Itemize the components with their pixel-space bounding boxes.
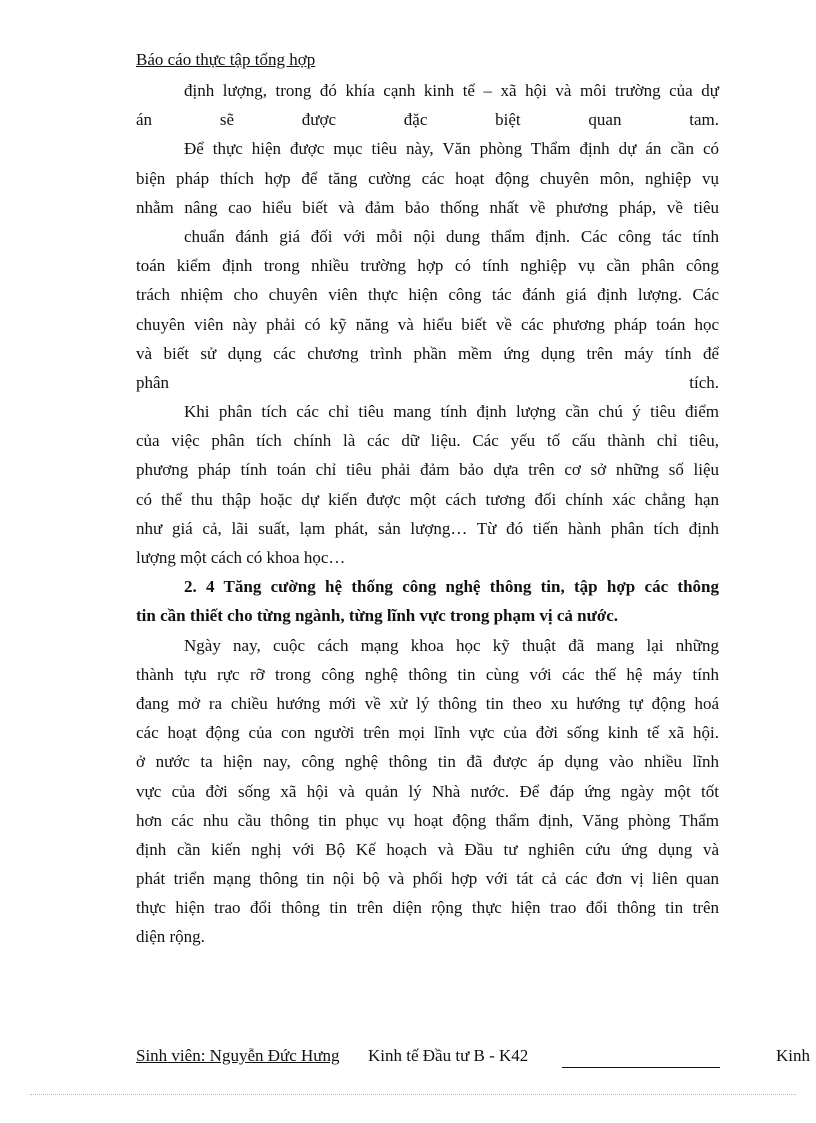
body-text-line: lượng một cách có khoa học… <box>136 548 346 567</box>
body-text-line: toán kiểm định trong nhiều trường hợp có tính nghiệp vụ cần phân công <box>136 256 719 276</box>
body-text-line: có thể thu thập hoặc dự kiến được một cách tương đối chính xác chẳng hạn <box>136 489 719 509</box>
body-text-line: và biết sử dụng các chương trình phần mềm ứng dụng trên máy tính để <box>136 343 719 363</box>
body-text-line: trách nhiệm cho chuyên viên thực hiện công tác đánh giá định lượng. Các <box>136 285 719 305</box>
body-text-line: phân tích. <box>136 372 719 392</box>
page-bottom-divider <box>30 1094 796 1095</box>
section-heading-line: tin cần thiết cho từng ngành, từng lĩnh vực trong phạm vị cả nước. <box>136 606 619 626</box>
body-text-line: chuyên viên này phải có kỹ năng và hiểu biết về các phương pháp toán học <box>136 314 719 334</box>
body-text-line: hơn các nhu cầu thông tin phục vụ hoạt động thẩm định, Văng phòng Thẩm <box>136 810 719 830</box>
body-text-line: như giá cả, lãi suất, lạm phát, sản lượng… Từ đó tiến hành phân tích định <box>136 518 719 538</box>
body-text-line: các hoạt động của con người trên mọi lĩnh vực của đời sống kinh tế xã hội. <box>136 723 719 743</box>
footer-class: Kinh tế Đầu tư B - K42 <box>368 1046 529 1065</box>
document-body <box>136 76 719 952</box>
body-text-line: diện rộng. <box>136 927 205 947</box>
body-text-line: định cần kiến nghị với Bộ Kế hoạch và Đầu tư nghiên cứu ứng dụng và <box>136 839 719 859</box>
body-text-line: vực của đời sống xã hội và quản lý Nhà nước. Để đáp ứng ngày một tốt <box>136 781 719 801</box>
body-text-line: nhằm nâng cao hiểu biết và đảm bảo thống nhất về phương pháp, về tiêu <box>136 197 719 217</box>
page-header-title: Báo cáo thực tập tổng hợp <box>136 50 316 69</box>
section-heading-line: 2. 4 Tăng cường hệ thống công nghệ thông tin, tập hợp các thông <box>184 577 719 597</box>
footer-underline <box>562 1067 720 1068</box>
body-text-line: phương pháp tính toán chỉ tiêu phải đảm bảo dựa trên cơ sở những số liệu <box>136 460 719 480</box>
body-text-line: biện pháp thích hợp để tăng cường các hoạt động chuyên môn, nghiệp vụ <box>136 168 719 188</box>
body-text-line: thực hiện trao đổi thông tin trên diện rộng thực hiện trao đổi thông tin trên <box>136 898 719 918</box>
body-text-line: Ngày nay, cuộc cách mạng khoa học kỹ thuật đã mang lại những <box>184 635 719 655</box>
body-text-line: phát triển mạng thông tin nội bộ và phối hợp với tát cả các đơn vị liên quan <box>136 869 719 889</box>
footer-right-text: Kinh <box>776 1046 810 1065</box>
body-text-line: chuẩn đánh giá đối với mỗi nội dung thẩm định. Các công tác tính <box>184 226 719 246</box>
footer-student-name: Sinh viên: Nguyễn Đức Hưng <box>136 1046 340 1065</box>
body-text-line: Để thực hiện được mục tiêu này, Văn phòng Thẩm định dự án cần có <box>184 139 719 159</box>
body-text-line: Khi phân tích các chỉ tiêu mang tính định lượng cần chú ý tiêu điểm <box>184 402 719 422</box>
body-text-line: của việc phân tích chính là các dữ liệu. Các yếu tố cấu thành chỉ tiêu, <box>136 431 719 451</box>
body-text-line: ở nước ta hiện nay, công nghệ thông tin đã được áp dụng vào nhiều lĩnh <box>136 752 719 772</box>
body-text-line: đang mở ra chiều hướng mới về xử lý thông tin theo xu hướng tự động hoá <box>136 693 719 713</box>
body-text-line: định lượng, trong đó khía cạnh kinh tế – xã hội và môi trường của dự <box>184 81 719 100</box>
body-text-line: án sẽ được đặc biệt quan tam. <box>136 110 719 130</box>
body-text-line: thành tựu rực rỡ trong công nghệ thông tin cùng với các thế hệ máy tính <box>136 664 719 684</box>
